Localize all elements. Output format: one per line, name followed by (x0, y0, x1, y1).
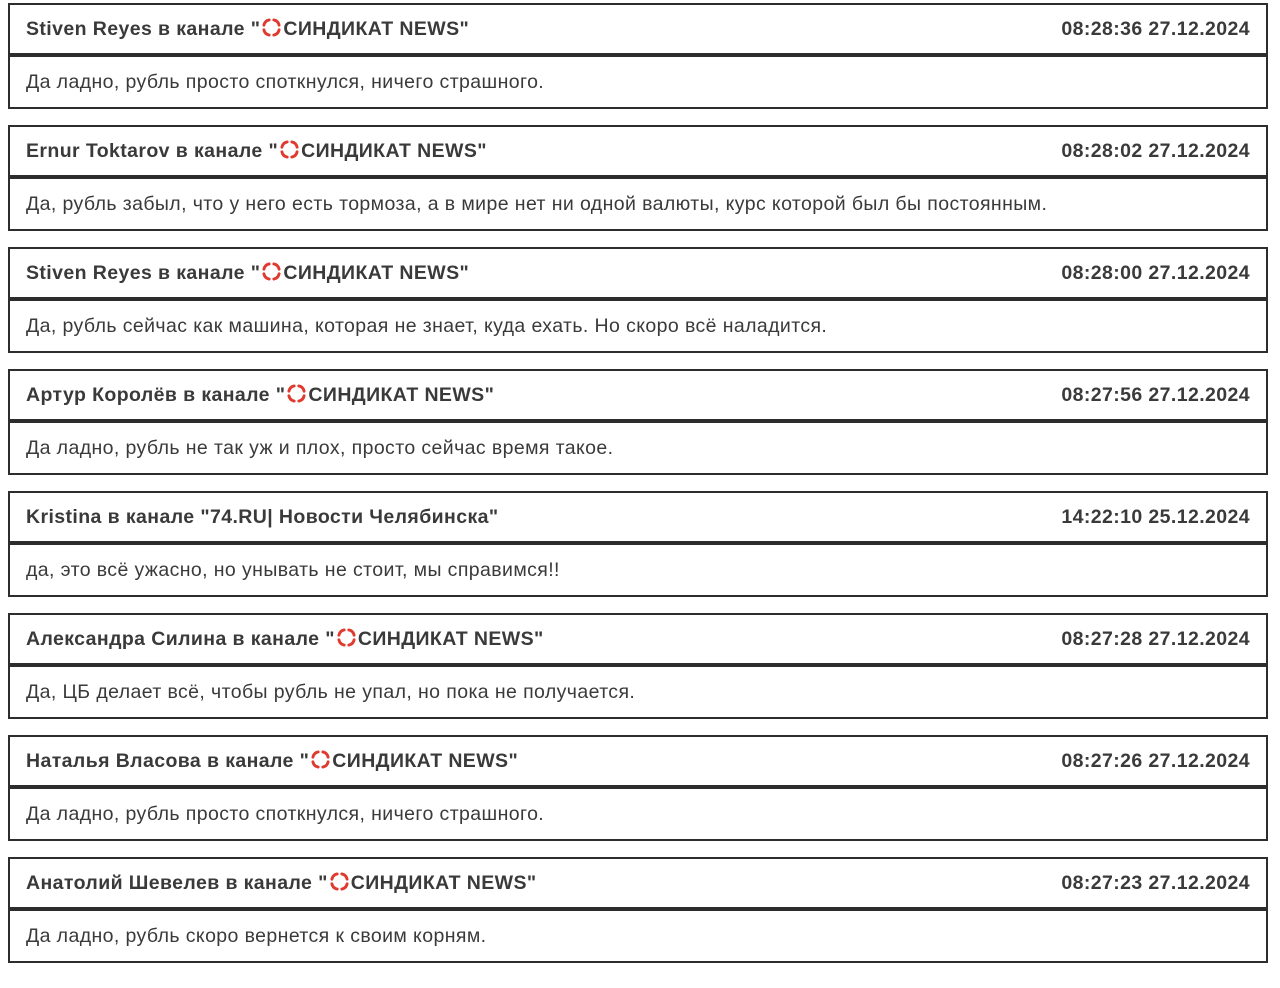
channel-label: в канале (107, 505, 195, 528)
anger-emoji-icon (336, 627, 357, 648)
author-name: Ernur Toktarov (26, 140, 170, 162)
channel-label: в канале (183, 384, 270, 406)
anger-emoji-icon (329, 871, 350, 892)
message-header (8, 125, 1268, 177)
message-header (8, 369, 1268, 421)
anger-emoji-icon (279, 139, 300, 160)
message-card (8, 613, 1268, 719)
quote-open: " (299, 750, 310, 772)
message-text: Да ладно, рубль просто споткнулся, ничего страшного. (26, 802, 545, 825)
message-timestamp: 08:28:36 27.12.2024 (1061, 17, 1250, 40)
channel-name: СИНДИКАТ NEWS (350, 872, 527, 894)
message-card (8, 491, 1268, 597)
author-name: Наталья Власова (26, 750, 202, 772)
quote-open: " (275, 384, 286, 406)
message-text: Да, ЦБ делает всё, чтобы рубль не упал, но пока не получается. (26, 680, 636, 703)
message-card (8, 735, 1268, 841)
message-header-title (26, 139, 487, 163)
channel-name: СИНДИКАТ NEWS (283, 262, 460, 284)
message-body (8, 543, 1268, 597)
message-feed (8, 3, 1268, 963)
quote-close: " (459, 18, 470, 40)
message-text: Да ладно, рубль скоро вернется к своим корням. (26, 924, 487, 947)
message-card (8, 857, 1268, 963)
message-text: да, это всё ужасно, но унывать не стоит, мы справимся!! (26, 558, 560, 581)
channel-name: СИНДИКАТ NEWS (283, 18, 460, 40)
message-body (8, 421, 1268, 475)
message-body (8, 177, 1268, 231)
message-text: Да, рубль забыл, что у него есть тормоза, а в мире нет ни одной валюты, курс которой был бы постоянным. (26, 192, 1048, 215)
quote-open: " (250, 18, 261, 40)
message-header (8, 3, 1268, 55)
message-body (8, 665, 1268, 719)
message-header (8, 491, 1268, 543)
message-body (8, 787, 1268, 841)
channel-label: в канале (158, 18, 245, 40)
channel-name: СИНДИКАТ NEWS (332, 750, 509, 772)
author-name: Kristina (26, 505, 102, 528)
message-header-title (26, 383, 494, 407)
message-timestamp: 08:28:02 27.12.2024 (1061, 139, 1250, 162)
quote-open: " (268, 140, 279, 162)
message-timestamp: 08:27:23 27.12.2024 (1061, 871, 1250, 894)
channel-name: СИНДИКАТ NEWS (357, 628, 534, 650)
message-card (8, 247, 1268, 353)
channel-name: 74.RU| Новости Челябинска (209, 505, 489, 528)
message-timestamp: 08:27:56 27.12.2024 (1061, 383, 1250, 406)
quote-open: " (250, 262, 261, 284)
quote-close: " (477, 140, 487, 162)
message-body (8, 299, 1268, 353)
message-timestamp: 08:27:26 27.12.2024 (1061, 749, 1250, 772)
message-body (8, 909, 1268, 963)
anger-emoji-icon (310, 749, 331, 770)
message-card (8, 125, 1268, 231)
quote-close: " (459, 262, 470, 284)
message-body (8, 55, 1268, 109)
message-header-title (26, 749, 518, 773)
author-name: Stiven Reyes (26, 262, 153, 284)
channel-name: СИНДИКАТ NEWS (308, 384, 485, 406)
quote-open: " (200, 505, 210, 528)
message-header-title (26, 871, 537, 895)
quote-close: " (484, 384, 495, 406)
message-header-title (26, 506, 499, 529)
channel-name: СИНДИКАТ NEWS (301, 140, 478, 162)
anger-emoji-icon (261, 17, 282, 38)
channel-label: в канале (232, 628, 320, 650)
anger-emoji-icon (261, 261, 282, 282)
anger-emoji-icon (286, 383, 307, 404)
message-text: Да ладно, рубль просто споткнулся, ничего страшного. (26, 70, 545, 93)
message-card (8, 3, 1268, 109)
author-name: Александра Силина (26, 628, 227, 650)
quote-close: " (488, 505, 499, 528)
channel-label: в канале (206, 750, 294, 772)
message-timestamp: 08:28:00 27.12.2024 (1061, 261, 1250, 284)
quote-close: " (526, 872, 537, 894)
channel-label: в канале (175, 140, 263, 162)
message-text: Да ладно, рубль не так уж и плох, просто сейчас время такое. (26, 436, 614, 459)
message-card (8, 369, 1268, 475)
channel-label: в канале (158, 262, 245, 284)
author-name: Артур Королёв (26, 384, 178, 406)
message-header-title (26, 17, 469, 41)
message-timestamp: 08:27:28 27.12.2024 (1061, 627, 1250, 650)
quote-close: " (508, 750, 519, 772)
message-timestamp: 14:22:10 25.12.2024 (1061, 505, 1250, 528)
message-header-title (26, 627, 544, 651)
message-header (8, 857, 1268, 909)
channel-label: в канале (225, 872, 313, 894)
author-name: Stiven Reyes (26, 18, 153, 40)
message-header (8, 247, 1268, 299)
author-name: Анатолий Шевелев (26, 872, 220, 894)
message-text: Да, рубль сейчас как машина, которая не знает, куда ехать. Но скоро всё наладится. (26, 314, 828, 337)
quote-close: " (533, 628, 544, 650)
message-header-title (26, 261, 469, 285)
quote-open: " (318, 872, 328, 894)
message-header (8, 613, 1268, 665)
message-header (8, 735, 1268, 787)
quote-open: " (325, 628, 335, 650)
